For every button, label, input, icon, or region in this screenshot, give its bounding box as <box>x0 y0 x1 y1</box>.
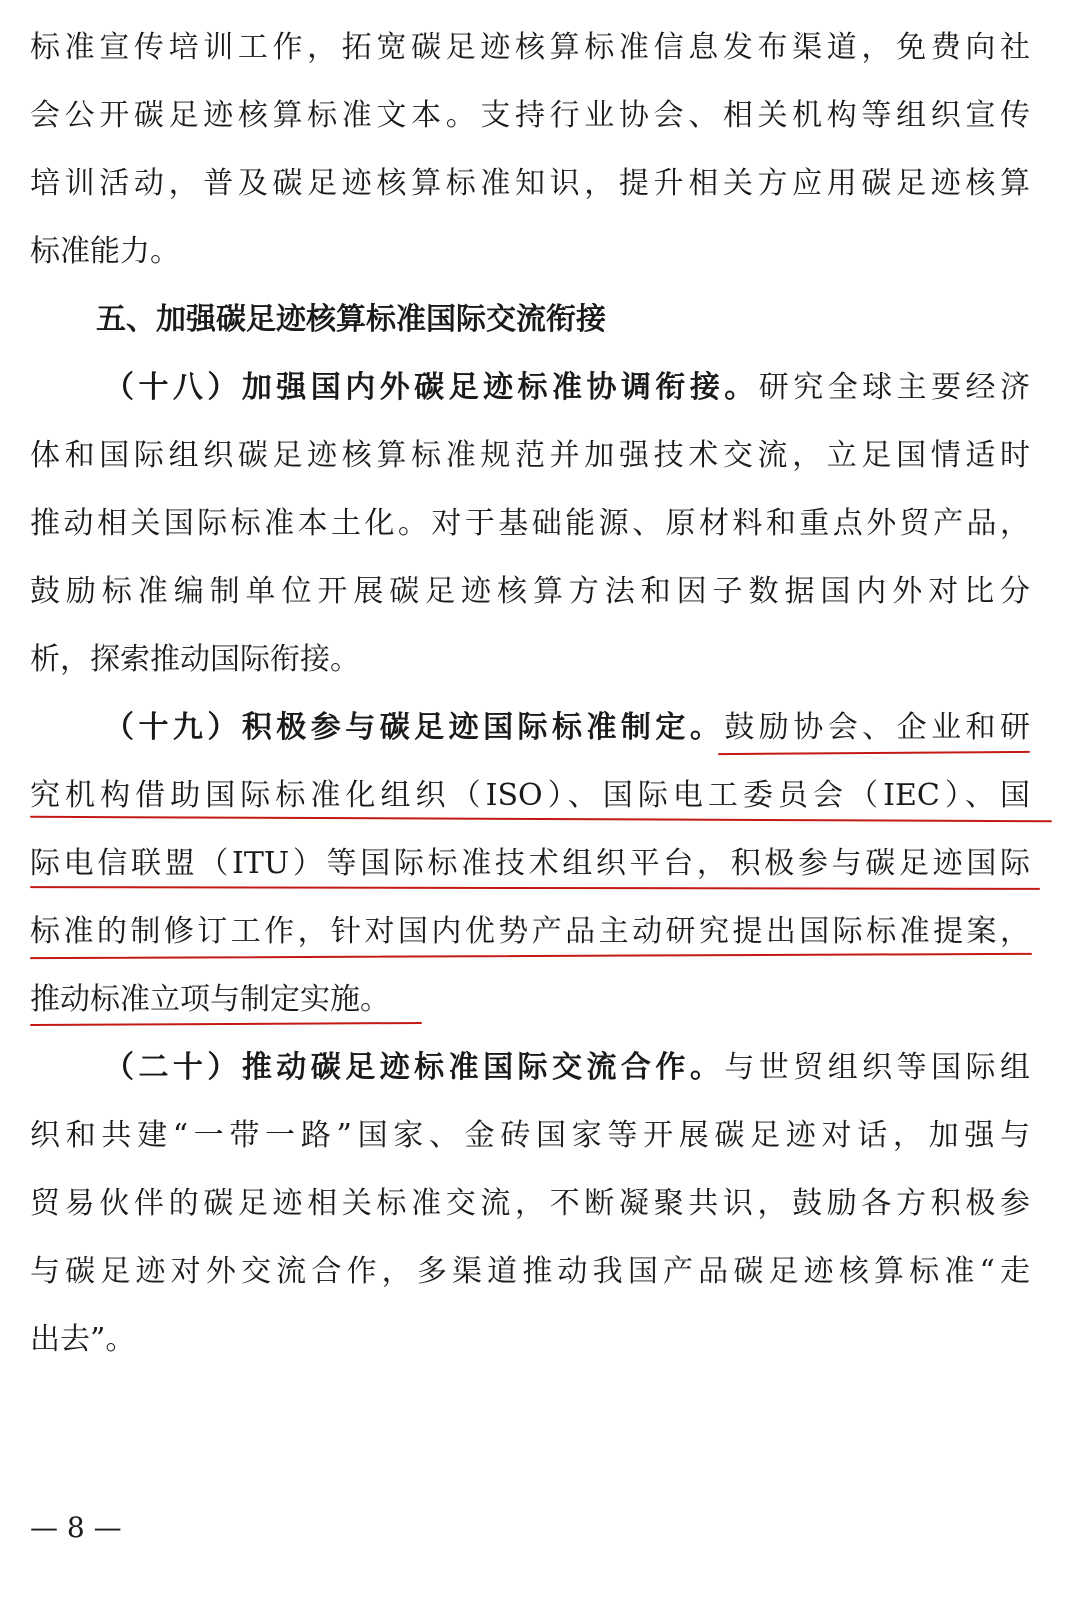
text-line: 织和共建“一带一路”国家、金砖国家等开展碳足迹对话，加强与 <box>30 1118 1030 1153</box>
text-line: 与碳足迹对外交流合作，多渠道推动我国产品碳足迹核算标准“走 <box>30 1254 1030 1289</box>
text-line: 出去”。 <box>30 1322 136 1357</box>
paragraph-19-first-line: （十九）积极参与碳足迹国际标准制定。鼓励协会、企业和研 <box>104 710 1031 745</box>
paragraph-18-first-line: （十八）加强国内外碳足迹标准协调衔接。研究全球主要经济 <box>104 370 1031 405</box>
text-line: 推动相关国际标准本土化。对于基础能源、原材料和重点外贸产品， <box>30 506 1030 541</box>
text-line: 标准宣传培训工作，拓宽碳足迹核算标准信息发布渠道，免费向社 <box>30 30 1030 65</box>
text-line: 培训活动，普及碳足迹核算标准知识，提升相关方应用碳足迹核算 <box>30 166 1030 201</box>
red-underline <box>30 886 1040 890</box>
paragraph-19-title: （十九）积极参与碳足迹国际标准制定。 <box>104 710 725 745</box>
paragraph-20-first-line: （二十）推动碳足迹标准国际交流合作。与世贸组织等国际组 <box>104 1050 1031 1085</box>
text-line: 标准的制修订工作，针对国内优势产品主动研究提出国际标准提案， <box>30 914 1030 949</box>
paragraph-18-title: （十八）加强国内外碳足迹标准协调衔接。 <box>104 370 759 405</box>
text-line: 体和国际组织碳足迹核算标准规范并加强技术交流，立足国情适时 <box>30 438 1030 473</box>
section-heading: 五、加强碳足迹核算标准国际交流衔接 <box>96 302 606 337</box>
text-line: 析，探索推动国际衔接。 <box>30 642 360 677</box>
text-line: 鼓励标准编制单位开展碳足迹核算方法和因子数据国内外对比分 <box>30 574 1030 609</box>
page-number: — 8 — <box>30 1511 122 1544</box>
paragraph-20-title: （二十）推动碳足迹标准国际交流合作。 <box>104 1050 725 1085</box>
text-line: 推动标准立项与制定实施。 <box>30 982 390 1017</box>
text-line: 贸易伙伴的碳足迹相关标准交流，不断凝聚共识，鼓励各方积极参 <box>30 1186 1030 1221</box>
text-line: 究机构借助国际标准化组织（ISO）、国际电工委员会（IEC）、国 <box>30 778 1030 813</box>
text-line: 际电信联盟（ITU）等国际标准技术组织平台，积极参与碳足迹国际 <box>30 846 1030 881</box>
text-line: 标准能力。 <box>30 234 180 269</box>
text-line: 会公开碳足迹核算标准文本。支持行业协会、相关机构等组织宣传 <box>30 98 1030 133</box>
